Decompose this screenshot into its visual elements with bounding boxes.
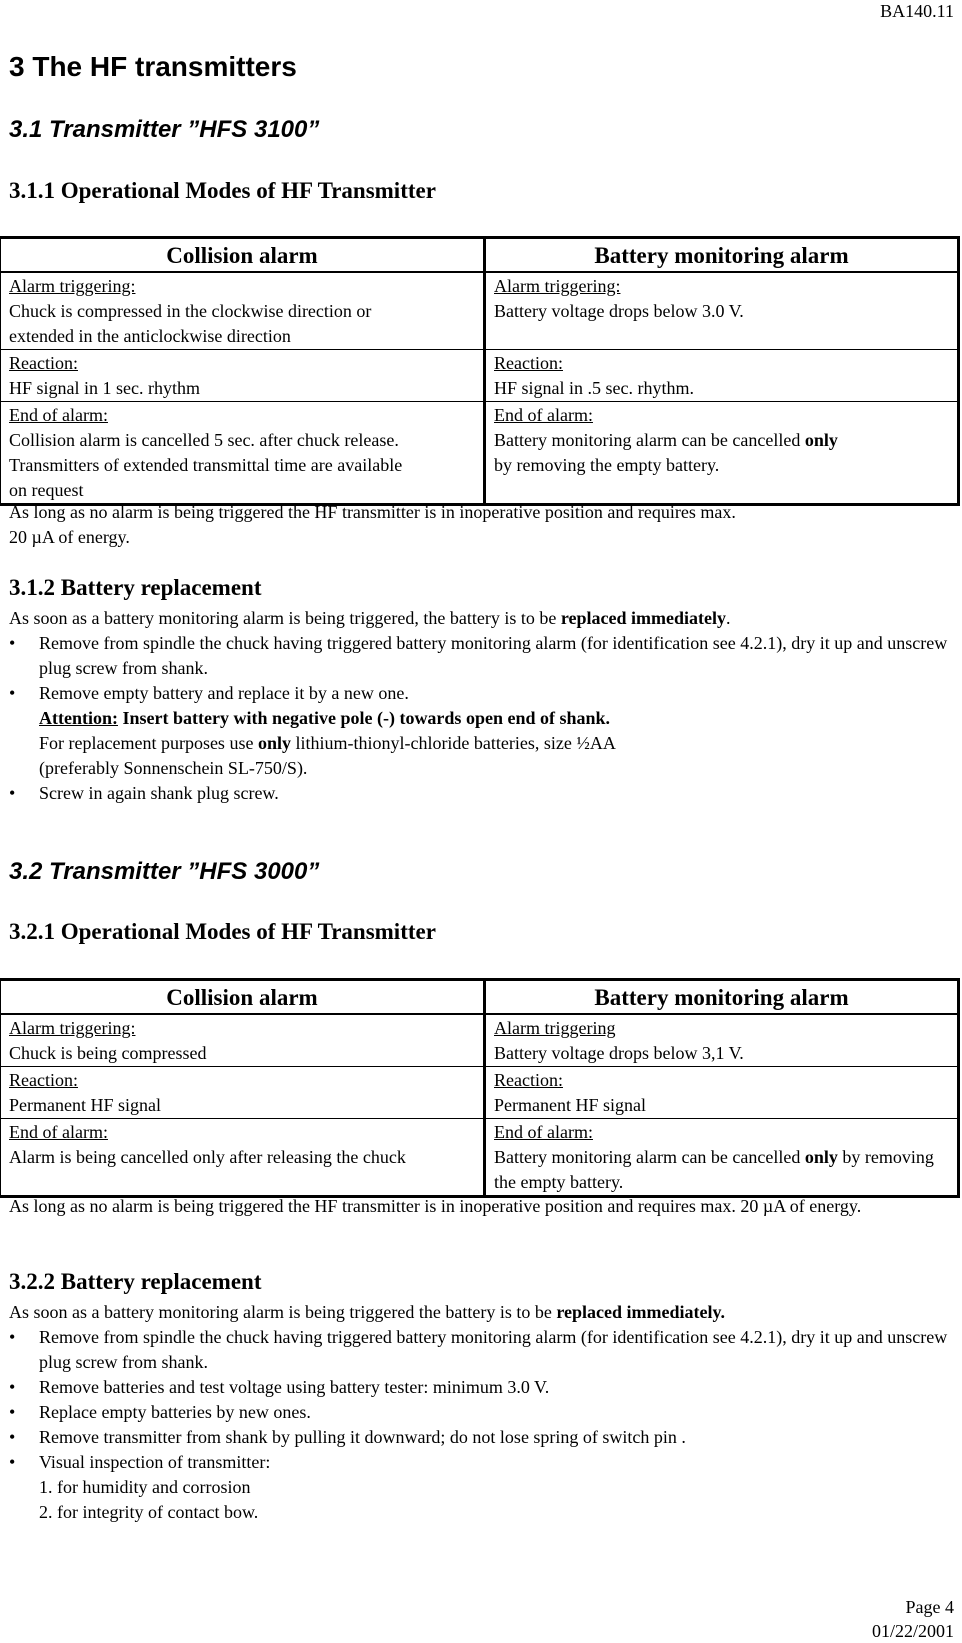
table-row (1, 1119, 959, 1197)
energy-note-hfs3000: As long as no alarm is being triggered the HF transmitter is in inoperative position and requires max. 20 µA of energy. (9, 1196, 862, 1216)
cell-text: Chuck is being compressed (9, 1043, 207, 1063)
replace-text: For replacement purposes use (39, 733, 258, 753)
replace-text: lithium-thionyl-chloride batteries, size ½AA (290, 733, 616, 753)
emphasis-only: only (257, 733, 291, 753)
list-item (9, 1375, 954, 1400)
table-cell (485, 1014, 959, 1067)
cell-label: End of alarm: (494, 1122, 593, 1142)
table-header-row (1, 980, 959, 1015)
cell-text: HF signal in 1 sec. rhythm (9, 378, 200, 398)
cell-text (494, 1145, 949, 1195)
table-cell (1, 1067, 485, 1119)
section-heading-3-1: 3.1 Transmitter ”HFS 3100” (9, 116, 320, 143)
column-header-battery: Battery monitoring alarm (485, 980, 959, 1015)
battery-steps-hfs3100 (9, 631, 954, 806)
list-item-text: Replace empty batteries by new ones. (39, 1402, 311, 1422)
note-line: As long as no alarm is being triggered the HF transmitter is in inoperative position and requires max. (9, 502, 736, 522)
list-item (9, 631, 954, 681)
table-row (1, 1014, 959, 1067)
cell-text: Transmitters of extended transmittal time are available (9, 455, 403, 475)
list-item-text: Remove from spindle the chuck having triggered battery monitoring alarm (for identification see 4.2.1), dry it up and unscrew plug screw from shank. (39, 1327, 948, 1372)
battery-steps-hfs3000 (9, 1325, 954, 1525)
inspection-item: 1. for humidity and corrosion (39, 1477, 251, 1497)
cell-text: by removing the empty battery. (494, 455, 720, 475)
cell-label: Reaction: (494, 353, 563, 373)
intro-text: As soon as a battery monitoring alarm is being triggered the battery is to be (9, 1302, 557, 1322)
table-row (1, 1067, 959, 1119)
page-date: 01/22/2001 (871, 1621, 954, 1641)
list-item (9, 1400, 954, 1425)
cell-label: End of alarm: (9, 405, 108, 425)
list-item (9, 781, 954, 806)
inspection-item: 2. for integrity of contact bow. (39, 1502, 259, 1522)
subsection-heading-3-1-1: 3.1.1 Operational Modes of HF Transmitter (9, 178, 436, 203)
cell-label: End of alarm: (494, 405, 593, 425)
column-header-collision: Collision alarm (1, 238, 485, 273)
attention-text: Insert battery with negative pole (-) towards open end of shank. (118, 708, 610, 728)
bullet-icon: • (9, 783, 16, 803)
list-item-text: Remove from spindle the chuck having triggered battery monitoring alarm (for identification see 4.2.1), dry it up and unscrew plug screw from shank. (39, 633, 948, 678)
cell-text-part: by removing the empty battery. (494, 1147, 934, 1192)
chapter-title: 3 The HF transmitters (9, 51, 297, 82)
bullet-icon: • (9, 633, 16, 653)
table-cell (1, 272, 485, 350)
list-item-text: Remove batteries and test voltage using battery tester: minimum 3.0 V. (39, 1377, 550, 1397)
table-cell (485, 402, 959, 505)
cell-label: End of alarm: (9, 1122, 108, 1142)
list-item (9, 1325, 954, 1375)
emphasis-replaced-immediately: replaced immediately (560, 608, 727, 628)
document-id: BA140.11 (880, 1, 954, 21)
cell-text: Alarm is being cancelled only after releasing the chuck (9, 1147, 406, 1167)
cell-label: Alarm triggering: (494, 276, 621, 296)
list-item-text: Remove transmitter from shank by pulling it downward; do not lose spring of switch pin . (39, 1427, 686, 1447)
column-header-battery: Battery monitoring alarm (485, 238, 959, 273)
cell-text: Permanent HF signal (494, 1095, 646, 1115)
list-item (9, 1425, 954, 1450)
cell-label: Reaction: (9, 353, 78, 373)
table-header-row (1, 238, 959, 273)
attention-label: Attention: (39, 708, 118, 728)
cell-text: Collision alarm is cancelled 5 sec. after chuck release. (9, 430, 399, 450)
intro-text: As soon as a battery monitoring alarm is being triggered, the battery is to be (9, 608, 561, 628)
bullet-icon: • (9, 683, 16, 703)
cell-text: Battery voltage drops below 3,1 V. (494, 1043, 744, 1063)
operational-modes-table-hfs3000 (0, 978, 960, 1198)
table-cell (485, 272, 959, 350)
list-item-text: Screw in again shank plug screw. (39, 783, 279, 803)
cell-text: extended in the anticlockwise direction (9, 326, 291, 346)
list-item (9, 1450, 954, 1525)
subsection-heading-3-2-2: 3.2.2 Battery replacement (9, 1269, 262, 1294)
cell-label: Alarm triggering: (9, 276, 136, 296)
list-item-text: Visual inspection of transmitter: (39, 1452, 271, 1472)
bullet-icon: • (9, 1427, 16, 1447)
table-cell (1, 1119, 485, 1197)
column-header-collision: Collision alarm (1, 980, 485, 1015)
replace-text: (preferably Sonnenschein SL-750/S). (39, 758, 308, 778)
cell-label: Reaction: (9, 1070, 78, 1090)
section-heading-3-2: 3.2 Transmitter ”HFS 3000” (9, 858, 320, 885)
energy-note-hfs3100 (9, 500, 949, 550)
cell-text: Battery voltage drops below 3.0 V. (494, 301, 744, 321)
subsection-heading-3-1-2: 3.1.2 Battery replacement (9, 575, 262, 600)
page-number: Page 4 (905, 1597, 954, 1617)
cell-label: Alarm triggering: (9, 1018, 136, 1038)
battery-intro-hfs3100 (9, 606, 949, 631)
list-item (9, 681, 954, 781)
bullet-icon: • (9, 1452, 16, 1472)
cell-label: Reaction: (494, 1070, 563, 1090)
cell-text: on request (9, 480, 84, 500)
cell-text: HF signal in .5 sec. rhythm. (494, 378, 694, 398)
cell-text-part: Battery monitoring alarm can be cancelled (494, 1147, 805, 1167)
attention-note (39, 708, 610, 728)
battery-intro-hfs3000 (9, 1300, 949, 1325)
table-cell (1, 402, 485, 505)
bullet-icon: • (9, 1402, 16, 1422)
page-footer (872, 1595, 954, 1643)
operational-modes-table-hfs3100 (0, 236, 960, 506)
cell-text: Chuck is compressed in the clockwise direction or (9, 301, 372, 321)
intro-text: . (726, 608, 731, 628)
emphasis-replaced-immediately: replaced immediately. (556, 1302, 726, 1322)
table-cell (485, 1067, 959, 1119)
emphasis-only: only (804, 430, 838, 450)
table-cell (485, 1119, 959, 1197)
list-item-text: Remove empty battery and replace it by a new one. (39, 683, 409, 703)
table-row (1, 272, 959, 350)
cell-label: Alarm triggering (494, 1018, 616, 1038)
emphasis-only: only (804, 1147, 838, 1167)
table-cell (1, 350, 485, 402)
table-cell (1, 1014, 485, 1067)
cell-text (494, 428, 949, 453)
bullet-icon: • (9, 1327, 16, 1347)
table-cell (485, 350, 959, 402)
cell-text: Permanent HF signal (9, 1095, 161, 1115)
cell-text-part: Battery monitoring alarm can be cancelled (494, 430, 805, 450)
note-line: 20 µA of energy. (9, 527, 130, 547)
bullet-icon: • (9, 1377, 16, 1397)
subsection-heading-3-2-1: 3.2.1 Operational Modes of HF Transmitter (9, 919, 436, 944)
table-row (1, 350, 959, 402)
table-row (1, 402, 959, 505)
